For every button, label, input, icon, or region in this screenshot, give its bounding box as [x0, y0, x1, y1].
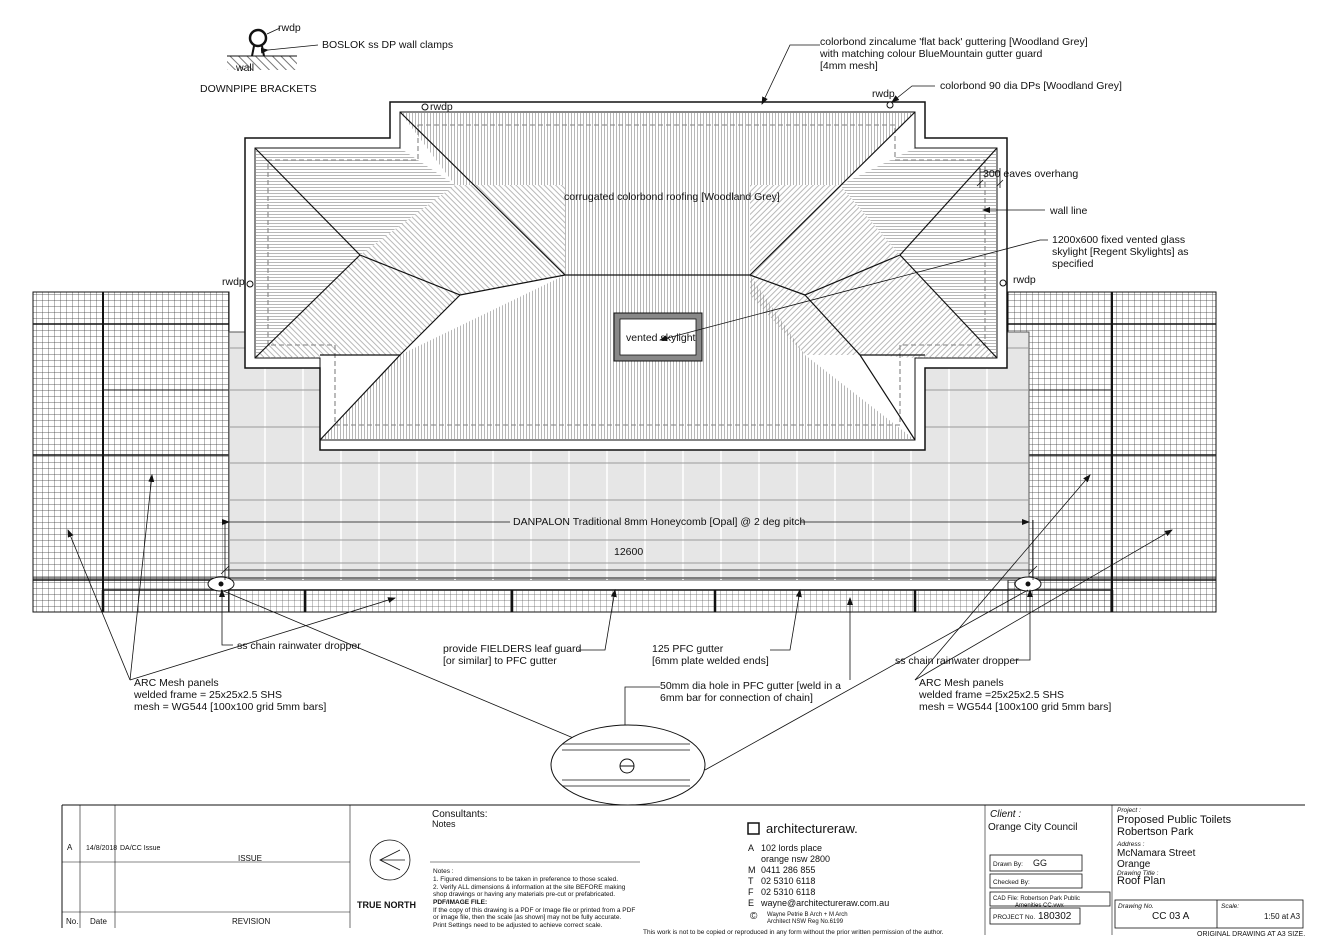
- span-dimension-label: 12600: [614, 546, 644, 558]
- skylight-spec-line-2: skylight [Regent Skylights] as: [1052, 246, 1189, 258]
- contact-email: wayne@architectureraw.com.au: [761, 898, 890, 908]
- cad-file-line-2: Amenities CC.vwx: [1015, 903, 1064, 909]
- guttering-line-3: [4mm mesh]: [820, 60, 878, 72]
- rwdp-label-top-left: rwdp: [430, 101, 453, 113]
- gutter-hole-detail: [551, 725, 705, 805]
- guttering-line-1: colorbond zincalume 'flat back' guttering [Woodland Grey]: [820, 36, 1088, 48]
- client-name: Orange City Council: [988, 822, 1078, 833]
- notes-heading: Notes: [432, 819, 456, 829]
- hole-line-1: 50mm dia hole in PFC gutter [weld in a: [660, 680, 841, 692]
- roofing-label: corrugated colorbond roofing [Woodland Grey]: [564, 191, 780, 203]
- eaves-label: 300 eaves overhang: [983, 168, 1079, 180]
- drawing-title-label: Drawing Title :: [1117, 870, 1159, 877]
- note-line: Print Settings need to be adjusted to achieve correct scale.: [433, 922, 603, 929]
- project-no-label: PROJECT No.: [993, 914, 1036, 921]
- copyright-note: This work is not to be copied or reproduced in any form without the prior written permission of the author.: [643, 929, 944, 936]
- arc-mesh-panel-right: [1008, 292, 1216, 612]
- pfc-gutter-line-1: 125 PFC gutter: [652, 643, 724, 655]
- downpipe-bracket-legend: [200, 22, 453, 95]
- revision-table: [66, 843, 270, 926]
- skylight-label: vented skylight: [626, 332, 696, 344]
- dropper-label-left: ss chain rainwater dropper: [237, 640, 361, 652]
- address-line-1: McNamara Street: [1117, 848, 1196, 859]
- rwdp-label-top-right: rwdp: [872, 88, 895, 100]
- skylight-spec-line-3: specified: [1052, 258, 1094, 270]
- danpalon-label: DANPALON Traditional 8mm Honeycomb [Opal] @ 2 deg pitch: [513, 516, 806, 528]
- contact-key: A: [748, 843, 755, 853]
- contact-key: E: [748, 898, 755, 908]
- hole-line-2: 6mm bar for connection of chain]: [660, 692, 813, 704]
- contact-key: F: [748, 887, 754, 897]
- note-line: 2. Verify ALL dimensions & information at the site BEFORE making: [433, 884, 626, 891]
- mesh-left-line-2: welded frame = 25x25x2.5 SHS: [134, 689, 282, 701]
- vented-skylight: [614, 313, 702, 361]
- dropper-label-right: ss chain rainwater dropper: [895, 655, 1019, 667]
- arc-mesh-panel-left: [33, 292, 229, 612]
- note-line: PDF/IMAGE FILE:: [433, 899, 488, 906]
- leaf-guard-line-2: [or similar] to PFC gutter: [443, 655, 557, 667]
- address-label: Address :: [1117, 841, 1145, 848]
- note-line: 1. Figured dimensions to be taken in preference to those scaled.: [433, 876, 618, 883]
- copyright-symbol: ©: [750, 911, 758, 922]
- drawn-by-label: Drawn By:: [993, 861, 1023, 868]
- project-block: [1116, 807, 1305, 938]
- project-label: Project :: [1117, 807, 1141, 814]
- mesh-right-line-3: mesh = WG544 [100x100 grid 5mm bars]: [919, 701, 1112, 713]
- contact-address-2: orange nsw 2800: [761, 854, 831, 864]
- client-label: Client :: [990, 809, 1022, 820]
- contact-key: T: [748, 876, 754, 886]
- contact-address-1: 102 lords place: [761, 843, 823, 853]
- legend-wall-label: wall: [236, 62, 255, 74]
- project-line-2: Robertson Park: [1117, 826, 1194, 838]
- scale-value: 1:50 at A3: [1264, 912, 1301, 921]
- rev-letter: A: [67, 843, 73, 852]
- note-line: or image file, then the scale [as shown] may not be fully accurate.: [433, 914, 622, 921]
- drawing-title: Roof Plan: [1117, 875, 1166, 887]
- issue-label: ISSUE: [238, 854, 263, 863]
- skylight-spec-line-1: 1200x600 fixed vented glass: [1052, 234, 1186, 246]
- mesh-left-line-1: ARC Mesh panels: [134, 677, 219, 689]
- rwdp-label-right: rwdp: [1013, 274, 1036, 286]
- note-line: Notes :: [433, 868, 454, 875]
- contact-mobile: 0411 286 855: [761, 865, 816, 875]
- col-no-label: No.: [66, 917, 79, 926]
- legend-clamps-label: BOSLOK ss DP wall clamps: [322, 39, 454, 51]
- checked-by-label: Checked By:: [993, 879, 1030, 886]
- col-revision-label: REVISION: [232, 917, 271, 926]
- note-line: If the copy of this drawing is a PDF or Image file or printed from a PDF: [433, 907, 636, 914]
- leaf-guard-line-1: provide FIELDERS leaf guard: [443, 643, 582, 655]
- contact-key: M: [748, 865, 756, 875]
- true-north-label: TRUE NORTH: [357, 900, 416, 910]
- firm-contact: [748, 821, 889, 925]
- drawing-no-label: Drawing No.: [1118, 903, 1154, 910]
- mesh-right-line-2: welded frame =25x25x2.5 SHS: [919, 689, 1065, 701]
- contact-fax: 02 5310 6118: [761, 887, 816, 897]
- cad-file-line-1: CAD File: Robertson Park Public: [993, 896, 1081, 902]
- pfc-gutter-line-2: [6mm plate welded ends]: [652, 655, 769, 667]
- rwdp-label-left: rwdp: [222, 276, 245, 288]
- dps-label: colorbond 90 dia DPs [Woodland Grey]: [940, 80, 1122, 92]
- firm-name: architectureraw.: [766, 821, 858, 836]
- guttering-line-2: with matching colour BlueMountain gutter guard: [820, 48, 1043, 60]
- general-notes: [433, 868, 635, 929]
- project-no: 180302: [1038, 911, 1072, 922]
- legend-rwdp-label: rwdp: [278, 22, 301, 34]
- original-size-note: ORIGINAL DRAWING AT A3 SIZE.: [1197, 931, 1306, 938]
- wall-line-label: wall line: [1050, 205, 1088, 217]
- address-line-2: Orange: [1117, 859, 1151, 870]
- note-line: shop drawings or having any materials pre-cut or prefabricated.: [433, 891, 616, 898]
- scale-label: Scale:: [1221, 903, 1240, 910]
- consultants-label: Consultants:: [432, 809, 488, 820]
- rev-description: DA/CC Issue: [120, 845, 161, 852]
- drawn-by: GG: [1033, 858, 1048, 868]
- project-line-1: Proposed Public Toilets: [1117, 814, 1232, 826]
- client-block: [988, 809, 1080, 922]
- architect-line-2: Architect NSW Reg No.6199: [767, 919, 844, 925]
- contact-phone: 02 5310 6118: [761, 876, 816, 886]
- col-date-label: Date: [90, 917, 107, 926]
- mesh-left-line-3: mesh = WG544 [100x100 grid 5mm bars]: [134, 701, 327, 713]
- drawing-no: CC 03 A: [1152, 911, 1190, 922]
- mesh-right-line-1: ARC Mesh panels: [919, 677, 1004, 689]
- rev-date: 14/8/2018: [86, 845, 118, 852]
- architect-line-1: Wayne Petrie B Arch + M Arch: [767, 912, 848, 918]
- legend-title: DOWNPIPE BRACKETS: [200, 83, 317, 95]
